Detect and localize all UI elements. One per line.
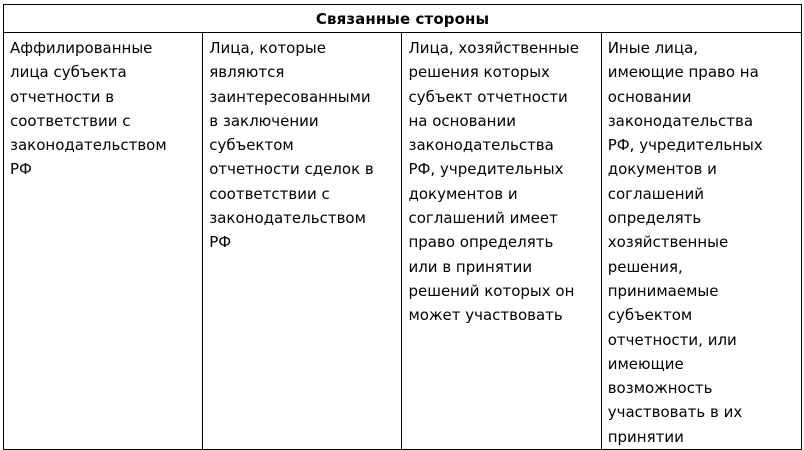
cell-text-line: на основании — [408, 111, 516, 130]
cell-text-line: имеющие — [607, 354, 684, 373]
cell-text-line: субъект отчетности — [408, 87, 568, 106]
cell-text-line: РФ — [209, 233, 232, 252]
cell-text-line: законодательством — [10, 136, 167, 155]
cell-text-line: соглашений имеет — [408, 209, 558, 228]
cell-text-line: субъектом — [607, 306, 693, 325]
cell-text-line: РФ, учредительных — [408, 160, 564, 179]
table-title: Связанные стороны — [4, 5, 802, 33]
cell-text-line: лица субъекта — [10, 63, 127, 82]
cell-text-line: отчетности, или — [607, 330, 737, 349]
cell-text-line: в заключении — [209, 111, 319, 130]
cell-text-line: решений которых он — [408, 281, 575, 300]
cell-text-line: субъектом — [209, 136, 294, 155]
cell-text-line: РФ, учредительных — [607, 136, 763, 155]
cell-text-line: определять — [607, 209, 702, 228]
cell-text-line: заинтересованными — [209, 87, 371, 106]
cell-text-line: документов и — [607, 160, 717, 179]
table-cell-controlled-persons — [402, 33, 601, 450]
cell-text-line: основании — [607, 87, 692, 106]
cell-text-line: соглашений — [607, 184, 705, 203]
table-cell-interested-persons — [203, 33, 402, 450]
cell-text-line: законодательства — [408, 136, 554, 155]
table-cell-other-persons — [601, 33, 801, 450]
cell-text-line: участвовать в их — [607, 403, 743, 422]
cell-text-line: отчетности в — [10, 87, 115, 106]
cell-text-line: возможность — [607, 379, 713, 398]
cell-text-line: отчетности сделок в — [209, 160, 374, 179]
cell-text-line: Аффилированные — [10, 39, 153, 57]
cell-text-line: являются — [209, 63, 285, 82]
table-row — [4, 33, 802, 450]
cell-text-line: имеющие право на — [607, 63, 759, 82]
cell-text-line: или в принятии — [408, 257, 533, 276]
cell-text-line: может участвовать — [408, 306, 563, 325]
table-header-row — [4, 5, 802, 33]
cell-text-line: законодательства — [607, 111, 754, 130]
cell-text-line: соответствии с — [10, 111, 131, 130]
cell-text-line: соответствии с — [209, 184, 330, 203]
cell-text-line: законодательством — [209, 209, 366, 228]
cell-text-line: решения, — [607, 257, 683, 276]
table-cell-affiliated-persons — [4, 33, 203, 450]
cell-text-line: документов и — [408, 184, 518, 203]
cell-text-line: решения которых — [408, 63, 550, 82]
cell-text-line: Лица, которые — [209, 39, 326, 57]
cell-text-line: РФ — [10, 160, 32, 179]
cell-text-line: принимаемые — [607, 281, 719, 300]
cell-text-line: принятии — [607, 427, 684, 446]
related-parties-table — [3, 4, 802, 450]
cell-text-line: хозяйственные — [607, 233, 729, 252]
cell-text-line: Иные лица, — [607, 39, 699, 57]
cell-text-line: право определять — [408, 233, 554, 252]
cell-text-line: Лица, хозяйственные — [408, 39, 579, 57]
